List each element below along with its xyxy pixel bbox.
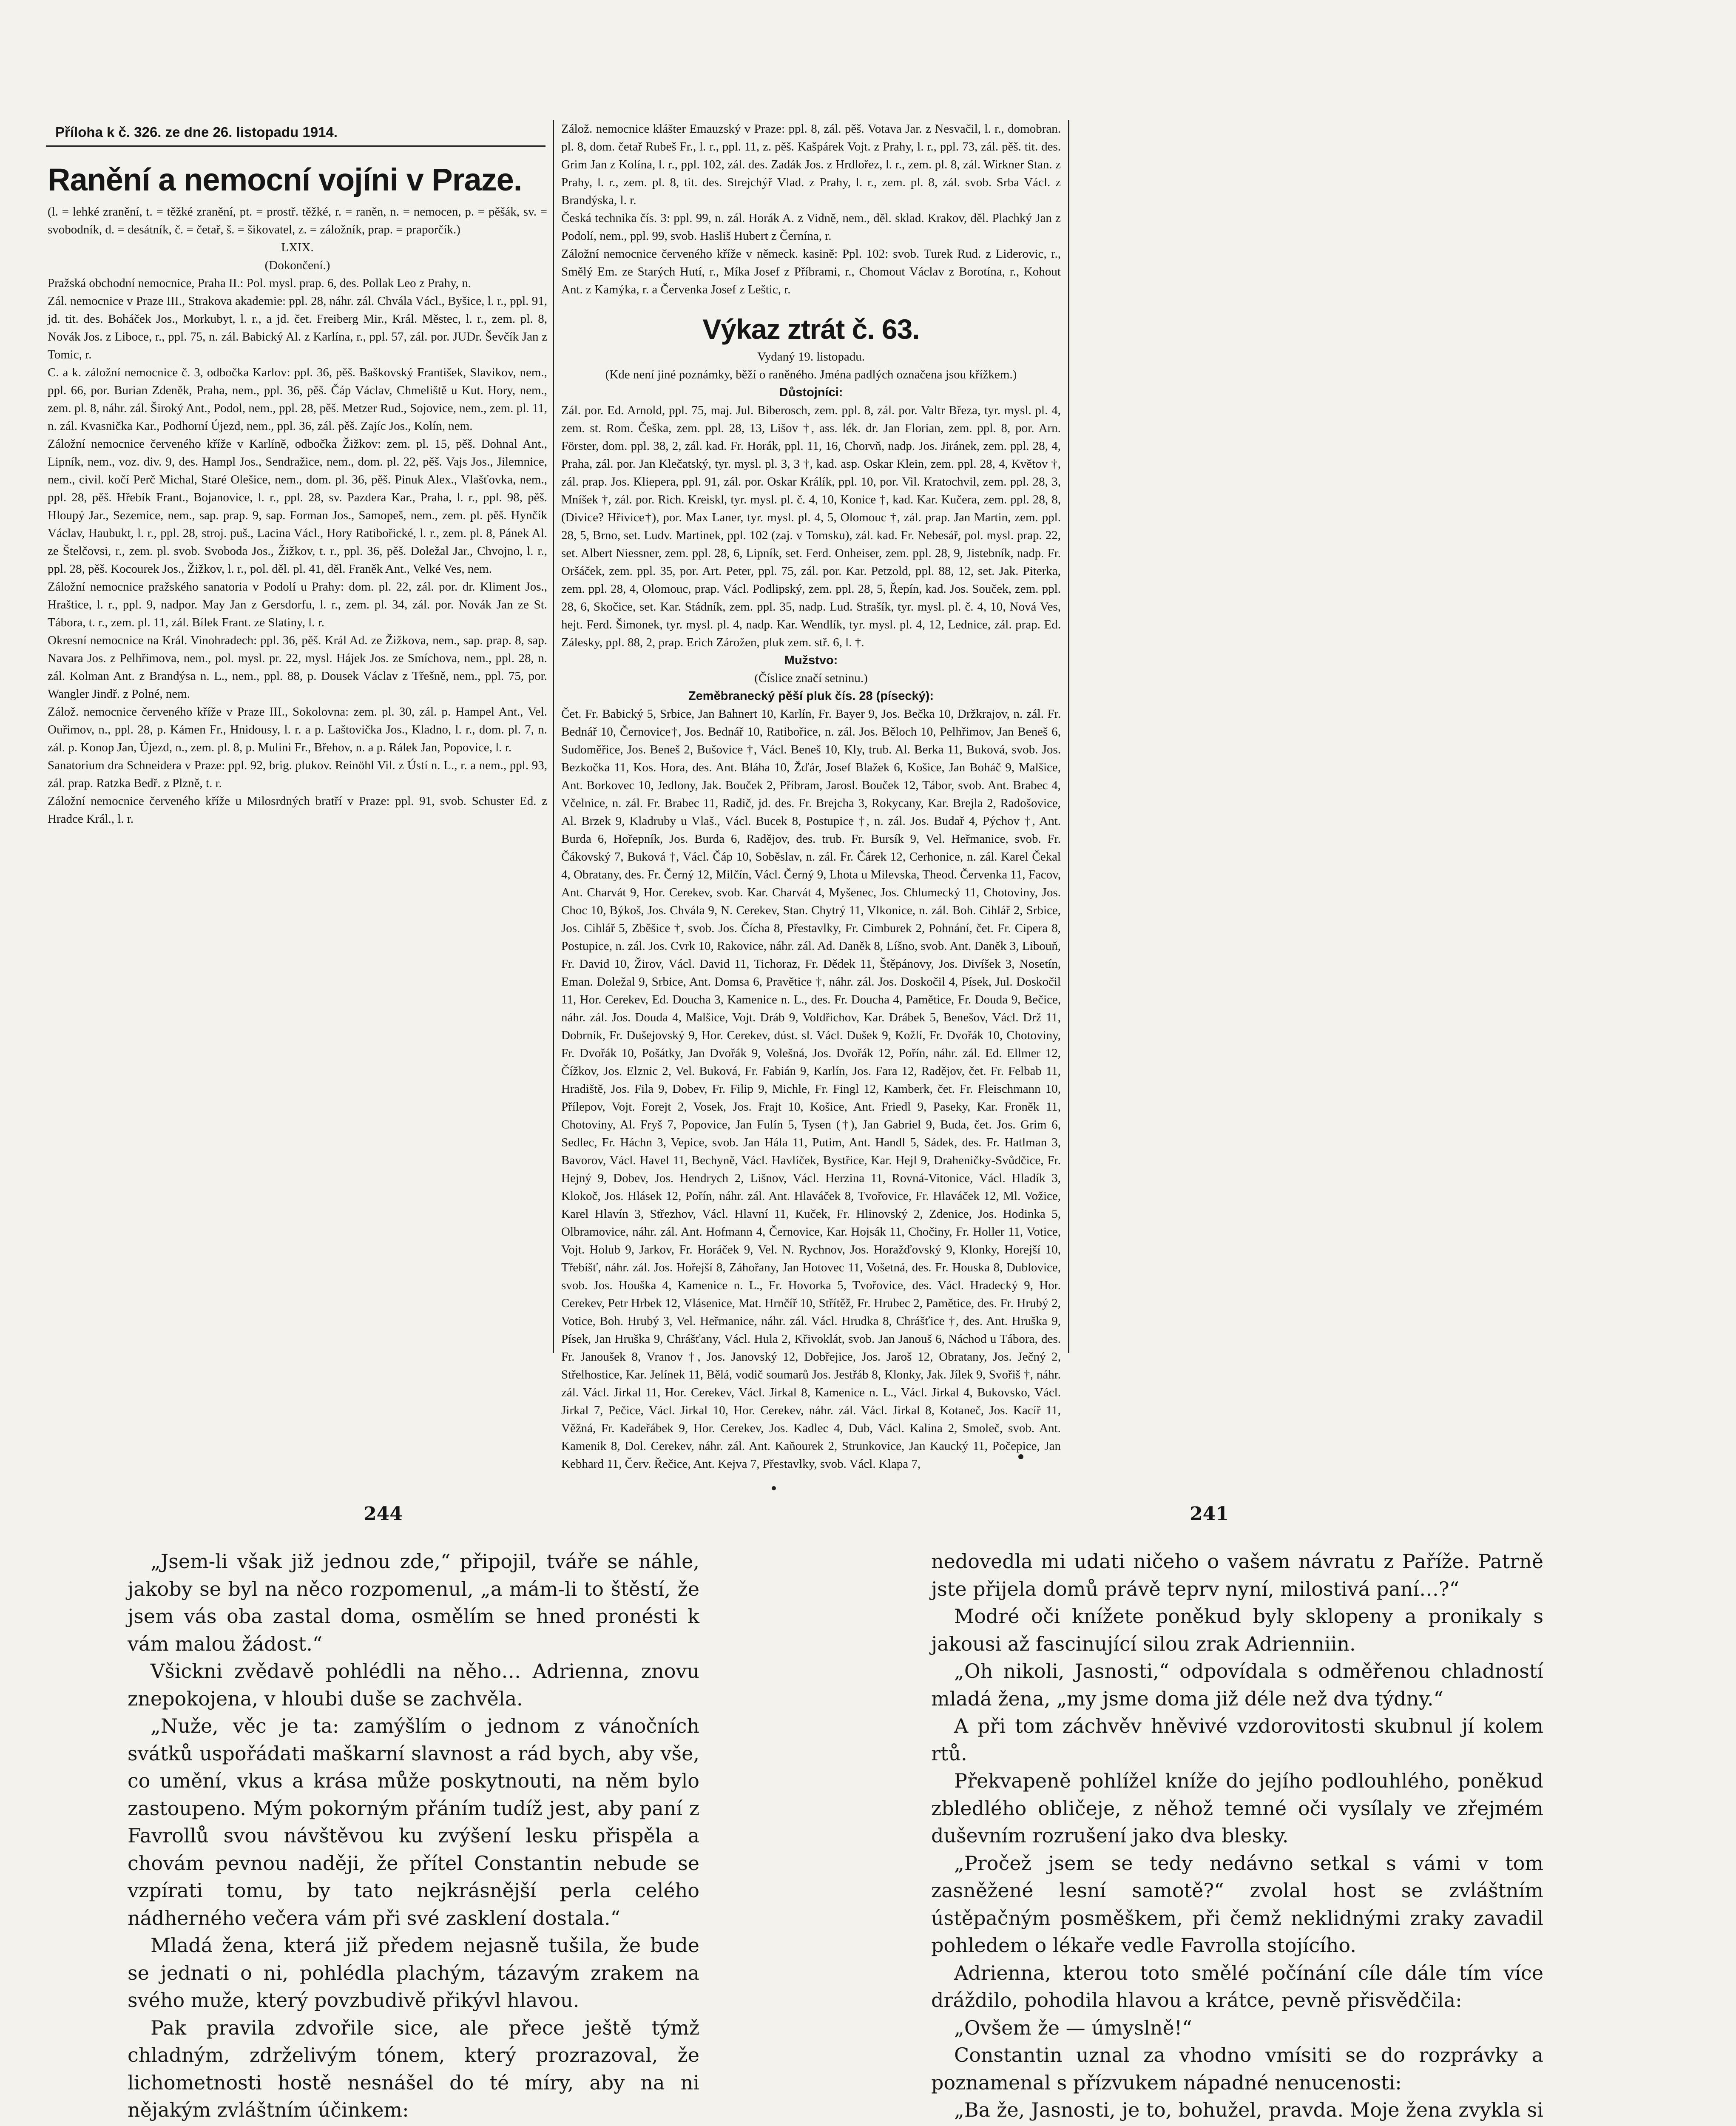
paragraph: Záložní nemocnice červeného kříže v Karlíně, odbočka Žižkov: zem. pl. 15, pěš. Dohnal Ant., Lipník, nem., voz. div. 9, des. Hampl Jos., Sendražice, nem., dom. pl. 22, pěš. Vajs Jos., Jilemnice, nem., civil. kočí Perč Michal, Staré Olešice, nem., dom. pl. 36, pěš. Pinuk Alex., Vlašťovka, nem., ppl. 28, pěš. Hřebík Frant., Bojanovice, l. r., ppl. 28, sv. Pazdera Kar., Praha, l. r., ppl. 98, pěš. Hloupý Jar., Sezemice, nem., sap. prap. 9, sap. Forman Jos., Samopeš, nem., zem. pl. pěš. Hynčík Václav, Haubukt, l. r., ppl. 28, stroj. puš., Lacina Václ., Hory Ratibořické, l. r., zem. pl. 8, Pánek Al. ze Štelčovsi, r., zem. pl. svob. Svoboda Jos., Žižkov, t. r., ppl. 36, pěš. Doležal Jar., Chvojno, l. r., ppl. 28, pěš. Kocourek Jos., Žižkov, l. r., pol. děl. pl. 41, děl. Franěk Ant., Velké Ves, nem. <box>48 437 547 576</box>
paragraph: Modré oči knížete poněkud byly sklopeny a pronikaly s jakousi až fascinující silou zrak Adrienniin. <box>931 1605 1543 1655</box>
paragraph: Okresní nemocnice na Král. Vinohradech: ppl. 36, pěš. Král Ad. ze Žižkova, nem., sap. prap. 8, sap. Navara Jos. z Pelhřimova, nem., pol. mysl. pr. 22, mysl. Hájek Jos. ze Smíchova, nem., ppl. 28, n. zál. Kolman Ant. z Brandýsa n. L., nem., ppl. 88, p. Dousek Václav z Třešně, nem., ppl. 75, por. Wangler Jindř. z Polné, nem. <box>48 634 547 701</box>
regiment-heading: Zeměbranecký pěší pluk čís. 28 (písecký): <box>688 689 934 703</box>
printing-speck <box>1018 1454 1023 1459</box>
paragraph: Zálož. nemocnice červeného kříže v Praze III., Sokolovna: zem. pl. 30, zál. p. Hampel Ant., Vel. Ouřimov, n., ppl. 28, p. Kámen Fr., Hnidousy, l. r. a p. Laštovička Jos., Kladno, l. r., dom. pl. 7, n. zál. p. Konop Jan, Újezd, n., zem. pl. 8, p. Mulini Fr., Břehov, n. a p. Rálek Jan, Popovice, l. r. <box>48 705 547 754</box>
col1-paragraphs <box>48 274 547 828</box>
paragraph: Zál. nemocnice v Praze III., Strakova akademie: ppl. 28, náhr. zál. Chvála Václ., Byšice, l. r., ppl. 91, jd. tit. des. Boháček Jos., Morkubyt, l. r., a jd. čet. Freiberg Mir., Král. Městec, l. r., zem. pl. 8, Novák Jos. z Liboce, r., ppl. 75, n. zál. Babický Al. z Karlína, r., ppl. 57, zál. por. JUDr. Ševčík Jan z Tomic, r. <box>48 294 547 361</box>
printing-speck <box>772 1486 776 1490</box>
paragraph: „Ovšem že — úmyslně!“ <box>954 2016 1192 2039</box>
paragraph: Sanatorium dra Schneidera v Praze: ppl. 92, brig. plukov. Reinöhl Vil. z Ústí n. L., r. a nem., ppl. 93, zál. prap. Ratzka Bedř. z Plzně, t. r. <box>48 759 547 790</box>
paragraph: Adrienna, kterou toto smělé počínání cíle dále tím více dráždilo, pohodila hlavou a krátce, pevně přisvědčila: <box>931 1961 1543 2012</box>
supplement-header: Příloha k č. 326. ze dne 26. listopadu 1914. <box>55 124 338 140</box>
paragraph <box>128 2124 699 2126</box>
section-title: Ranění a nemocní vojíni v Praze. <box>48 162 522 197</box>
paragraph: Překvapeně pohlížel kníže do jejího podlouhlého, poněkud zbledlého obličeje, z něhož temné oči vysílaly ve zřejmém duševním rozrušení jako dva blesky. <box>931 1769 1543 1847</box>
novel-right-page <box>931 1548 1543 2126</box>
newspaper-column-3 <box>1076 120 1584 1353</box>
issued-date: Vydaný 19. listopadu. <box>757 350 865 364</box>
roman-number: LXIX. <box>281 241 314 254</box>
newspaper-column-2 <box>561 120 1061 1471</box>
paragraph: Pak pravila zdvořile sice, ale přece ještě týmž chladným, zdrželivým tónem, který prozrazoval, že lichometnosti hostě nesnášel do té míry, aby na ni nějakým zvláštním účinkem: <box>128 2016 699 2121</box>
loss-report-title: Výkaz ztrát č. 63. <box>702 313 920 345</box>
paragraph: Záložní nemocnice červeného kříže u Milosrdných bratří v Praze: ppl. 91, svob. Schuster Ed. z Hradce Král., l. r. <box>48 794 547 826</box>
paragraph: Constantin uznal za vhodno vmísiti se do rozprávky a poznamenal s přízvukem nápadné nenucenosti: <box>931 2044 1543 2094</box>
officers-heading: Důstojníci: <box>779 386 843 399</box>
officers-list: Zál. por. Ed. Arnold, ppl. 75, maj. Jul. Biberosch, zem. ppl. 8, zál. por. Valtr Březa, tyr. mysl. pl. 4, zem. st. Rom. Češka, zem. ppl. 28, 13, Lišov †, ass. lék. dr. Jan Florian, zem. ppl. 8, por. Arn. Förster, dom. ppl. 38, 2, zál. kad. Fr. Horák, ppl. 11, 16, Chorvň, nadp. Jos. Jiránek, zem. ppl. 28, 4, Praha, zál. por. Jan Klečatský, tyr. mysl. pl. 3, 3 †, kad. asp. Oskar Klein, zem. ppl. 28, 4, Květov †, zál. prap. Jos. Kliepera, ppl. 91, zál. por. Oskar Králík, ppl. 10, por. Vil. Kratochvil, zem. ppl. 28, 3, Mníšek †, zál. por. Rich. Kreiskl, tyr. mysl. pl. č. 4, 10, Konice †, kad. Kar. Kučera, zem. ppl. 28, 8, (Divice? Hřivice†), por. Max Laner, tyr. mysl. pl. 4, 5, Olomouc †, zál. prap. Jan Martin, zem. ppl. 28, 5, Brno, set. Ludv. Martinek, ppl. 102 (zaj. v Tomsku), zál. kad. Fr. Nebesář, pol. mysl. prap. 22, set. Albert Niessner, zem. ppl. 28, 6, Lipník, set. Ferd. Onheiser, zem. ppl. 28, 9, Jistebník, nadp. Fr. Oršáček, zem. ppl. 35, por. Art. Peter, ppl. 75, zál. por. Kar. Petzold, ppl. 88, 12, set. Jak. Piterka, zem. ppl. 28, 4, Olomouc, prap. Václ. Podlipský, zem. ppl. 28, 5, Řepín, kad. Jos. Souček, zem. ppl. 28, 6, Skočice, set. Kar. Stádník, zem. ppl. 35, nadp. Lud. Strašík, tyr. mysl. pl. č. 4, 10, Nová Ves, hejt. Ferd. Šimonek, tyr. mysl. pl. 4, nadp. Kar. Wendlík, tyr. mysl. pl. 4, 12, Lednice, zál. prap. Ed. Zálesky, ppl. 88, 2, prap. Erich Zárožen, pluk zem. stř. 6, l. †. <box>561 404 1061 649</box>
men-heading: Mužstvo: <box>784 654 838 667</box>
paragraph: Záložní nemocnice pražského sanatoria v Podolí u Prahy: dom. pl. 22, zál. por. dr. Kliment Jos., Hraštice, l. r., ppl. 9, nadpor. May Jan z Gersdorfu, l. r., zem. pl. 34, zál. por. Novák Jan ze St. Tábora, t. r., zem. pl. 11, zál. Bílek Frant. ze Slatiny, l. r. <box>48 580 547 629</box>
left-page-number: 244 <box>364 1503 403 1525</box>
paragraph: „Pročež jsem se tedy nedávno setkal s vámi v tom zasněžené lesní samotě?“ zvolal host se zvláštním ústěpačným posměškem, při čemž neklidnými zraky zavadil pohledem o lékaře vedle Favrolla stojícího. <box>931 1851 1543 1957</box>
right-page-number: 241 <box>1190 1503 1229 1525</box>
paragraph: „Oh nikoli, Jasnosti,“ odpovídala s odměřenou chladností mladá žena, „my jsme doma již déle než dva týdny.“ <box>931 1660 1543 1710</box>
men-note: (Číslice značí setninu.) <box>754 671 868 685</box>
paragraph: Zálož. nemocnice klášter Emauzský v Praze: ppl. 8, zál. pěš. Votava Jar. z Nesvačil, l. r., domobran. pl. 8, dom. četař Rubeš Fr., l. r., ppl. 11, z. pěš. Kašpárek Vojt. z Prahy, l. r., ppl. 73, zál. pěš. tit. des. Grim Jan z Kolína, l. r., ppl. 102, zál. des. Zadák Jos. z Hrdlořez, l. r., zem. pl. 8, zál. Wirkner Stan. z Prahy, l. r., zem. pl. 8, tit. des. Strejchýř Vlad. z Prahy, l. r., zem. pl. 8, zál. svob. Srba Václ. z Brandýska, l. r. <box>561 122 1061 207</box>
paragraph: Všickni zvědavě pohlédli na něho… Adrienna, znovu znepokojena, v hloubi duše se zachvěla. <box>128 1660 699 1710</box>
regiment-list: Čet. Fr. Babický 5, Srbice, Jan Bahnert 10, Karlín, Fr. Bayer 9, Jos. Bečka 10, Držkrajov, n. zál. Fr. Bednář 10, Černovice†, Jos. Bednář 10, Ratibořice, n. zál. Jos. Běloch 10, Pelhřimov, Jan Beneš 6, Sudoměřice, Jos. Beneš 2, Bušovice †, Václ. Beneš 10, Kly, trub. Al. Berka 11, Buková, svob. Jos. Bezkočka 11, Kos. Hora, des. Ant. Bláha 10, Žďár, Josef Blažek 6, Košice, Jan Boháč 9, Malšice, Ant. Borkovec 10, Jedlony, Jak. Bouček 2, Příbram, Jarosl. Bouček 12, Tábor, svob. Ant. Brabec 4, Včelnice, n. zál. Fr. Brabec 11, Radič, jd. des. Fr. Brejcha 3, Rokycany, Kar. Brejla 2, Radošovice, Al. Brzek 9, Kladruby u Vlaš., Václ. Bucek 8, Postupice †, n. zál. Jos. Budař 4, Pýchov †, Ant. Burda 6, Hořepník, Jos. Burda 6, Radějov, des. trub. Fr. Bursík 9, Vel. Heřmanice, svob. Fr. Čákovský 7, Buková †, Václ. Čáp 10, Soběslav, n. zál. Fr. Čárek 12, Cerhonice, n. zál. Karel Čekal 4, Obratany, des. Fr. Černý 12, Milčín, Václ. Černý 9, Lhota u Milevska, Theod. Červenka 11, Facov, Ant. Charvát 9, Hor. Cerekev, svob. Kar. Charvát 4, Myšenec, Jos. Chlumecký 11, Chotoviny, Jos. Choc 10, Býkoš, Jos. Chvála 9, N. Cerekev, Stan. Chytrý 11, Vlkonice, n. zál. Boh. Cihlář 2, Srbice, Jos. Cihlář 5, Zběšice †, svob. Jos. Čícha 8, Přestavlky, Fr. Cimburek 2, Pohnání, čet. Fr. Cipera 8, Postupice, n. zál. Jos. Cvrk 10, Rakovice, náhr. zál. Ad. Daněk 8, Líšno, svob. Ant. Daněk 3, Libouň, Fr. David 10, Žirov, Václ. David 11, Tichoraz, Fr. Dědek 11, Štěpánovy, Jos. Divíšek 3, Nosetín, Eman. Doležal 9, Srbice, Ant. Domsa 6, Pravětice †, náhr. zál. Jos. Doskočil 4, Písek, Jul. Doskočil 11, Hor. Cerekev, Ed. Doucha 3, Kamenice n. L., des. Fr. Doucha 4, Pamětice, Fr. Douda 9, Bečice, náhr. zál. Jos. Douda 4, Malšice, Vojt. Dráb 9, Voldřichov, Kar. Drábek 5, Benešov, Václ. Drž 11, Dobrník, Fr. Dušejovský 9, Hor. Cerekev, dúst. sl. Václ. Dušek 9, Kožlí, Fr. Dvořák 10, Chotoviny, Fr. Dvořák 10, Pošátky, Jan Dvořák 9, Volešná, Jos. Dvořák 12, Pořín, náhr. zál. Ed. Ellmer 12, Čížkov, Jos. Elznic 2, Vel. Buková, Fr. Fabián 9, Karlín, Jos. Fara 12, Radějov, čet. Fr. Felbab 11, Hradiště, Jos. Fila 9, Dobev, Fr. Filip 9, Michle, Fr. Fingl 12, Kamberk, čet. Fr. Fleischmann 10, Přílepov, Vojt. Forejt 2, Vosek, Jos. Frajt 10, Košice, Ant. Friedl 9, Paseky, Kar. Froněk 11, Chotoviny, Al. Fryš 7, Popovice, Jan Fulín 5, Tysen (†), Jan Gabriel 9, Buda, čet. Jos. Grim 6, Sedlec, Fr. Háchn 3, Vepice, svob. Jan Hála 11, Putim, Ant. Handl 5, Sádek, des. Fr. Hatlman 3, Bavorov, Václ. Havel 11, Bechyně, Václ. Havlíček, Bystřice, Kar. Hejl 9, Draheničky-Svůdčice, Fr. Hejný 9, Dobev, Jos. Hendrych 2, Lišnov, Václ. Herzina 11, Rovná-Vitonice, Václ. Hladík 3, Klokoč, Jos. Hlásek 12, Pořín, náhr. zál. Ant. Hlaváček 8, Tvořovice, Fr. Hlaváček 12, Ml. Vožice, Karel Hlavín 3, Střezhov, Václ. Hlavní 11, Kuček, Fr. Hlinovský 2, Zdenice, Jos. Hodinka 5, Olbramovice, náhr. zál. Ant. Hofmann 4, Černovice, Kar. Hojsák 11, Chočiny, Fr. Holler 11, Votice, Vojt. Holub 9, Jarkov, Fr. Horáček 9, Vel. N. Rychnov, Jos. Horažďovský 9, Klonky, Horejší 10, Třebíšť, náhr. zál. Jos. Hořejší 8, Záhořany, Jan Hotovec 11, Vošetná, des. Fr. Houska 8, Dublovice, svob. Jos. Houška 4, Kamenice n. L., Fr. Hovorka 5, Tvořovice, des. Václ. Hradecký 9, Hor. Cerekev, Petr Hrbek 12, Vlásenice, Mat. Hrnčíř 10, Střítěž, Fr. Hrubec 2, Pamětice, des. Fr. Hrubý 2, Votice, Boh. Hrubý 3, Vel. Heřmanice, náhr. zál. Václ. Hrudka 8, Chrášťice †, des. Ant. Hruška 9, Písek, Jan Hruška 9, Chrášťany, Václ. Hula 2, Křivoklát, svob. Jan Janouš 6, Náchod u Tábora, des. Fr. Janoušek 8, Vranov †, Jos. Janovský 12, Dobřejice, Jos. Jaroš 12, Obratany, Jos. Ječný 2, Střelhostice, Kar. Jelínek 11, Bělá, vodič soumarů Jos. Jestřáb 8, Klonky, Jak. Jílek 9, Svořiš †, náhr. zál. Václ. Jirkal 11, Hor. Cerekev, Václ. Jirkal 8, Kamenice n. L., Václ. Jirkal 4, Bukovsko, Václ. Jirkal 7, Pečice, Václ. Jirkal 10, Hor. Cerekev, náhr. zál. Václ. Jirkal 8, Kotaneč, Jos. Kacíř 11, Věžná, Fr. Kadeřábek 9, Hor. Cerekev, Jos. Kadlec 4, Dub, Václ. Kalina 2, Smoleč, svob. Ant. Kamenik 8, Dol. Cerekev, náhr. zál. Ant. Kaňourek 2, Strunkovice, Jan Kaucký 11, Počepice, Jan Kebhard 11, Červ. Řečice, Ant. Kejva 7, Přestavlky, svob. Václ. Klapa 7, <box>561 707 1061 1471</box>
paragraph: nedovedla mi udati ničeho o vašem návratu z Paříže. Patrně jste přijela domů právě teprv nyní, milostivá paní…?“ <box>931 1550 1543 1600</box>
paragraph: Česká technika čís. 3: ppl. 99, n. zál. Horák A. z Vidně, nem., děl. sklad. Krakov, děl. Plachký Jan z Podolí, nem., ppl. 99, svob. Hasliš Hubert z Černína, r. <box>561 211 1061 243</box>
paragraph: A při tom záchvěv hněvivé vzdorovitosti skubnul jí kolem rtů. <box>931 1714 1543 1765</box>
header-rule <box>46 145 546 147</box>
legend: (l. = lehké zranění, t. = těžké zranění, pt. = prostř. těžké, r. = raněn, n. = nemocen, p. = pěšák, sv. = svobodník, d. = desátník, č. = četař, š. = šikovatel, z. = záložník, prap. = praporčík.) <box>48 205 547 236</box>
paragraph: „Ba že, Jasnosti, je to, bohužel, pravda. Moje žena zvykla si <box>954 2098 1543 2121</box>
paragraph: Mladá žena, která již předem nejasně tušila, že bude se jednati o ni, pohlédla plachým, tázavým zrakem na svého muže, který povzbudivě přikývl hlavou. <box>128 1934 699 2012</box>
column-divider <box>1068 120 1069 1353</box>
subtitle: (Dokončení.) <box>264 259 330 272</box>
col2-top-paragraphs <box>561 120 1061 298</box>
paragraph: „Jsem-li však již jednou zde,“ připojil, tváře se náhle, jakoby se byl na něco rozpomenul, „a mám-li to štěstí, že jsem vás oba zastal doma, osmělím se hned pronésti k vám malou žádost.“ <box>128 1550 699 1655</box>
column-divider <box>553 120 554 1353</box>
paragraph: „Nuže, věc je ta: zamýšlím o jednom z vánočních svátků uspořádati maškarní slavnost a rád bych, aby vše, co umění, vkus a krása může poskytnouti, na něm bylo zastoupeno. Mým pokorným přáním tudíž jest, aby paní z Favrollů svou návštěvou ku zvýšení lesku přispěla a chovám pevnou naději, že přítel Constantin nebude se vzpírati tomu, by tato nejkrásnější perla celého nádherného večera vám při své zasklení dostala.“ <box>128 1714 699 1930</box>
paragraph: Pražská obchodní nemocnice, Praha II.: Pol. mysl. prap. 6, des. Pollak Leo z Prahy, n. <box>48 276 471 290</box>
loss-report-note: (Kde není jiné poznámky, běží o raněného. Jména padlých označena jsou křížkem.) <box>605 368 1017 381</box>
newspaper-column-1 <box>48 154 547 1357</box>
novel-left-page <box>128 1548 699 2126</box>
paragraph: C. a k. záložní nemocnice č. 3, odbočka Karlov: ppl. 36, pěš. Baškovský František, Slavikov, nem., ppl. 66, por. Burian Zdeněk, Praha, nem., ppl. 36, pěš. Čáp Václav, Chmeliště u Kut. Hory, nem., zem. pl. 8, náhr. zál. Široký Ant., Podol, nem., ppl. 28, pěš. Metzer Rud., Sojovice, nem., zem. pl. 11, n. zál. Kvasnička Kar., Podhorní Újezd, nem., ppl. 36, zál. pěš. Zajíc Jos., Kolín, nem. <box>48 366 547 433</box>
paragraph: Záložní nemocnice červeného kříže v německ. kasině: Ppl. 102: svob. Turek Rud. z Liderovic, r., Smělý Em. ze Starých Hutí, r., Míka Josef z Příbrami, r., Chomout Václav z Borotína, r., Kohout Ant. z Kamýka, r. a Červenka Josef z Leštic, r. <box>561 247 1061 296</box>
